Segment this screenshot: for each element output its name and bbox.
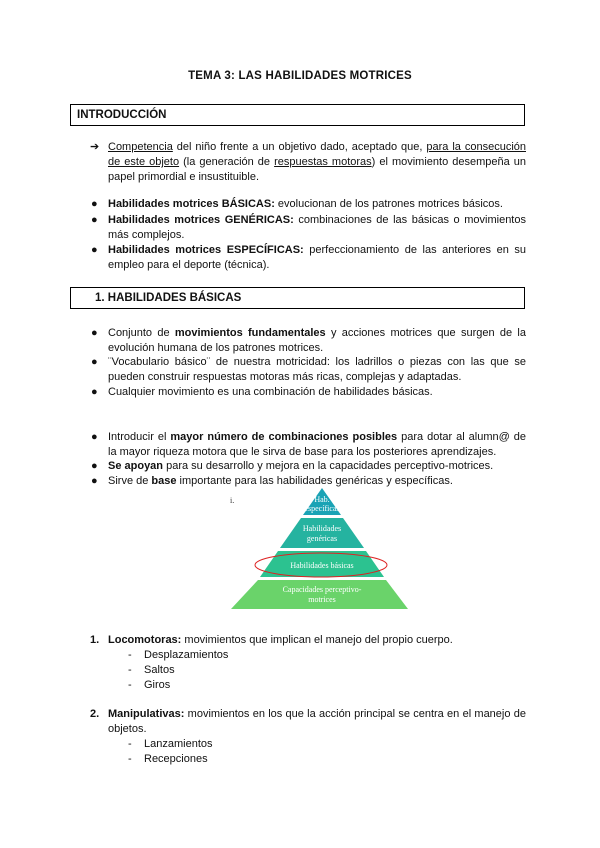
bold-text: Se apoyan [108, 460, 164, 472]
pyramid-label: Habilidades básicas [290, 561, 354, 570]
bullet-conjunto [108, 326, 526, 356]
bold-text: Habilidades motrices BÁSICAS: [108, 198, 275, 210]
page-title: TEMA 3: LAS HABILIDADES MOTRICES [188, 70, 412, 82]
text-span: Giros [144, 679, 171, 691]
bold-text: Habilidades motrices GENÉRICAS: [108, 214, 294, 226]
bold-text: base [151, 475, 177, 487]
bullet-icon: ● [91, 214, 98, 226]
bullet-icon: ● [91, 460, 98, 472]
section-header-habilidades-basicas: 1. HABILIDADES BÁSICAS [70, 287, 525, 309]
bullet-vocabulario: ¨Vocabulario básico¨ de nuestra motricidad: los ladrillos o piezas con las que se pueden construir respuestas motoras más ricas, complejas y adaptadas. [108, 356, 526, 383]
text-span: para su desarrollo y mejora en la capacidades perceptivo-motrices. [163, 460, 494, 472]
section-header-introduccion: INTRODUCCIÓN [70, 104, 525, 126]
bold-text: Habilidades motrices ESPECÍFICAS: [108, 244, 304, 256]
bold-text: mayor número de combinaciones posibles [170, 431, 398, 443]
intro-bullet-basicas [108, 197, 526, 212]
list-number: 1. [90, 634, 100, 646]
pyramid-label: Habilidades [302, 524, 342, 533]
stray-mark-text: i. [230, 496, 235, 505]
text-span: para dotar al alumn@ de la mayor riqueza motora que le sirva de base para los posteriores aprendizajes. [108, 431, 526, 458]
bullet-icon: ● [91, 244, 98, 256]
bold-text: Manipulativas: [108, 708, 185, 720]
bold-text: movimientos fundamentales [174, 327, 326, 339]
text-span: respuestas motoras [274, 156, 372, 168]
text-span: y acciones motrices que surgen de la evolución humana de los patrones motrices. [108, 327, 526, 354]
text-span: importante para las habilidades genéricas y específicas. [176, 475, 453, 487]
sub-item: - Giros [128, 679, 171, 691]
intro-bullet-especificas [108, 243, 526, 273]
bullet-combinacion: Cualquier movimiento es una combinación de habilidades básicas. [108, 386, 433, 398]
pyramid-label: genéricas [306, 534, 338, 543]
text-span: del niño frente a un objetivo dado, aceptado que, [172, 141, 427, 153]
text-span: Competencia [108, 141, 173, 153]
list-item-manipulativas [108, 707, 526, 737]
bullet-se-apoyan [108, 459, 526, 474]
pyramid-label: Capacidades perceptivo- [282, 585, 362, 594]
text-span: Saltos [144, 664, 175, 676]
bullet-sirve-de-base [108, 474, 526, 489]
bullet-icon: ● [91, 198, 98, 210]
pyramid-level-genericas [280, 518, 364, 548]
pyramid-label: motrices [308, 595, 336, 604]
bullet-icon: ● [91, 386, 98, 398]
bullet-icon: ● [91, 475, 98, 487]
text-span: Recepciones [144, 753, 208, 765]
bold-text: Locomotoras: [108, 634, 182, 646]
sub-item: - Saltos [128, 664, 175, 676]
text-span: Introducir el [108, 431, 171, 443]
text-span: movimientos en los que la acción principal se centra en el manejo de objetos. [108, 708, 526, 735]
list-number: 2. [90, 708, 100, 720]
text-span: evolucionan de los patrones motrices básicos. [274, 198, 503, 210]
bullet-icon: ● [91, 356, 98, 368]
sub-item: - Lanzamientos [128, 738, 213, 750]
text-span: Conjunto de [108, 327, 175, 339]
text-span: Lanzamientos [144, 738, 213, 750]
text-span: (la generación de [179, 156, 275, 168]
text-span: para la consecución de este objeto [108, 141, 526, 168]
text-span: perfeccionamiento de las anteriores en su empleo para el deporte (técnica). [108, 244, 526, 271]
text-span: Desplazamientos [144, 649, 229, 661]
text-span: Sirve de [108, 475, 152, 487]
bullet-introducir [108, 430, 526, 460]
text-span: ) el movimiento desempeña un papel primordial e insustituible. [108, 156, 526, 183]
intro-bullet-genericas [108, 213, 526, 243]
sub-item: - Desplazamientos [128, 649, 229, 661]
bullet-icon: ● [91, 431, 98, 443]
arrow-icon: ➔ [90, 141, 100, 153]
bullet-icon: ● [91, 327, 98, 339]
text-span: movimientos que implican el manejo del propio cuerpo. [181, 634, 453, 646]
list-item-locomotoras [108, 633, 526, 648]
pyramid-label: específicas [304, 504, 340, 513]
pyramid-label: Hab. [314, 495, 330, 504]
habilidades-pyramid-figure [225, 488, 420, 613]
intro-arrow-paragraph [108, 140, 526, 185]
sub-item: - Recepciones [128, 753, 208, 765]
text-span: combinaciones de las básicas o movimientos más complejos. [108, 214, 526, 241]
